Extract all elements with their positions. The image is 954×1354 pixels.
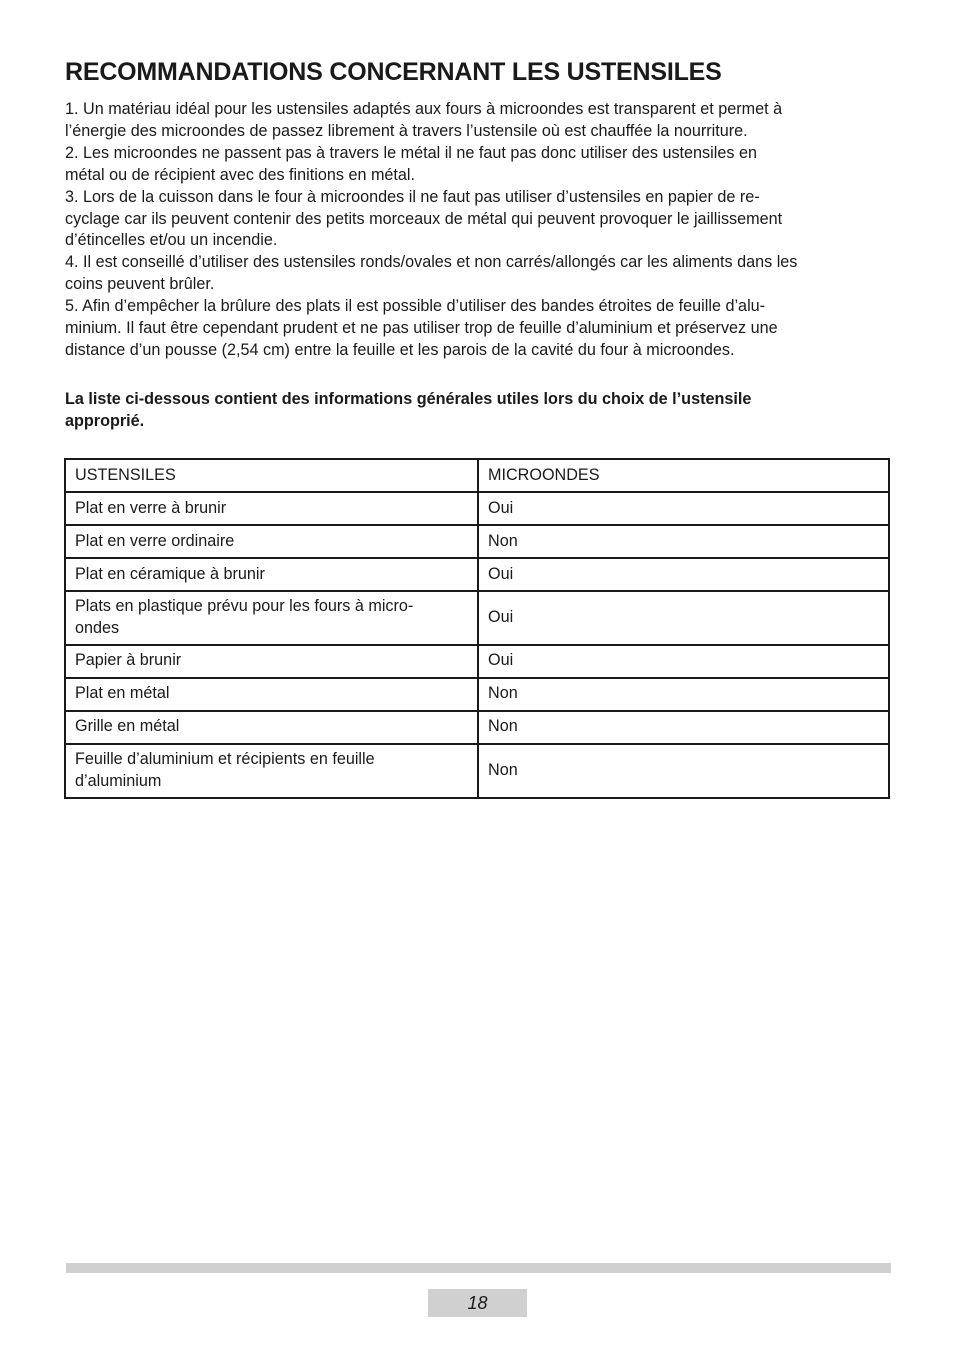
recommendation-3: 3. Lors de la cuisson dans le four à microondes il ne faut pas utiliser d’ustensiles en papier de re- cyclage car ils peuvent contenir des petits morceaux de métal qui peuvent provoquer le jaillissement d’étincelles et/ou un incendie. — [65, 187, 783, 250]
utensil-cell: Plats en plastique prévu pour les fours à micro- ondes — [65, 591, 478, 645]
microwave-cell: Oui — [478, 492, 889, 525]
utensil-cell: Plat en métal — [65, 678, 478, 711]
footer-divider — [66, 1263, 891, 1273]
microwave-cell: Non — [478, 525, 889, 558]
utensil-cell: Plat en verre ordinaire — [65, 525, 478, 558]
header-ustensiles: USTENSILES — [65, 459, 478, 492]
microwave-cell: Oui — [478, 591, 889, 645]
utensils-table — [64, 458, 890, 799]
microwave-cell: Non — [478, 711, 889, 744]
utensil-cell: Papier à brunir — [65, 645, 478, 678]
utensil-cell: Plat en céramique à brunir — [65, 558, 478, 591]
microwave-cell: Oui — [478, 558, 889, 591]
table-row — [65, 525, 889, 558]
page-title: RECOMMANDATIONS CONCERNANT LES USTENSILES — [65, 58, 722, 86]
recommendation-2: 2. Les microondes ne passent pas à travers le métal il ne faut pas donc utiliser des ustensiles en métal ou de récipient avec des finitions en métal. — [65, 143, 757, 184]
recommendation-4: 4. Il est conseillé d’utiliser des ustensiles ronds/ovales et non carrés/allongés car les aliments dans les coins peuvent brûler. — [65, 253, 798, 294]
table-row — [65, 678, 889, 711]
microwave-cell: Oui — [478, 645, 889, 678]
utensil-cell: Plat en verre à brunir — [65, 492, 478, 525]
table-row — [65, 744, 889, 798]
utensil-cell: Feuille d’aluminium et récipients en feuille d’aluminium — [65, 744, 478, 798]
header-microondes: MICROONDES — [478, 459, 889, 492]
utensil-cell: Grille en métal — [65, 711, 478, 744]
table-row — [65, 492, 889, 525]
recommendation-1: 1. Un matériau idéal pour les ustensiles adaptés aux fours à microondes est transparent et permet à l’énergie des microondes de passez librement à travers l’ustensile où est chauffée la nourriture. — [65, 100, 783, 140]
recommendations-list — [65, 99, 895, 362]
table-header-row — [65, 459, 889, 492]
table-row — [65, 558, 889, 591]
table-row — [65, 591, 889, 645]
table-row — [65, 645, 889, 678]
table-intro: La liste ci-dessous contient des informations générales utiles lors du choix de l’ustensile approprié. — [65, 390, 752, 430]
microwave-cell: Non — [478, 744, 889, 798]
page-number: 18 — [428, 1289, 527, 1317]
table-row — [65, 711, 889, 744]
recommendation-5: 5. Afin d’empêcher la brûlure des plats il est possible d’utiliser des bandes étroites de feuille d’alu- minium. Il faut être cependant prudent et ne pas utiliser trop de feuille d’aluminium et préservez une distance d’un pousse (2,54 cm) entre la feuille et les parois de la cavité du four à microondes. — [65, 297, 778, 359]
microwave-cell: Non — [478, 678, 889, 711]
